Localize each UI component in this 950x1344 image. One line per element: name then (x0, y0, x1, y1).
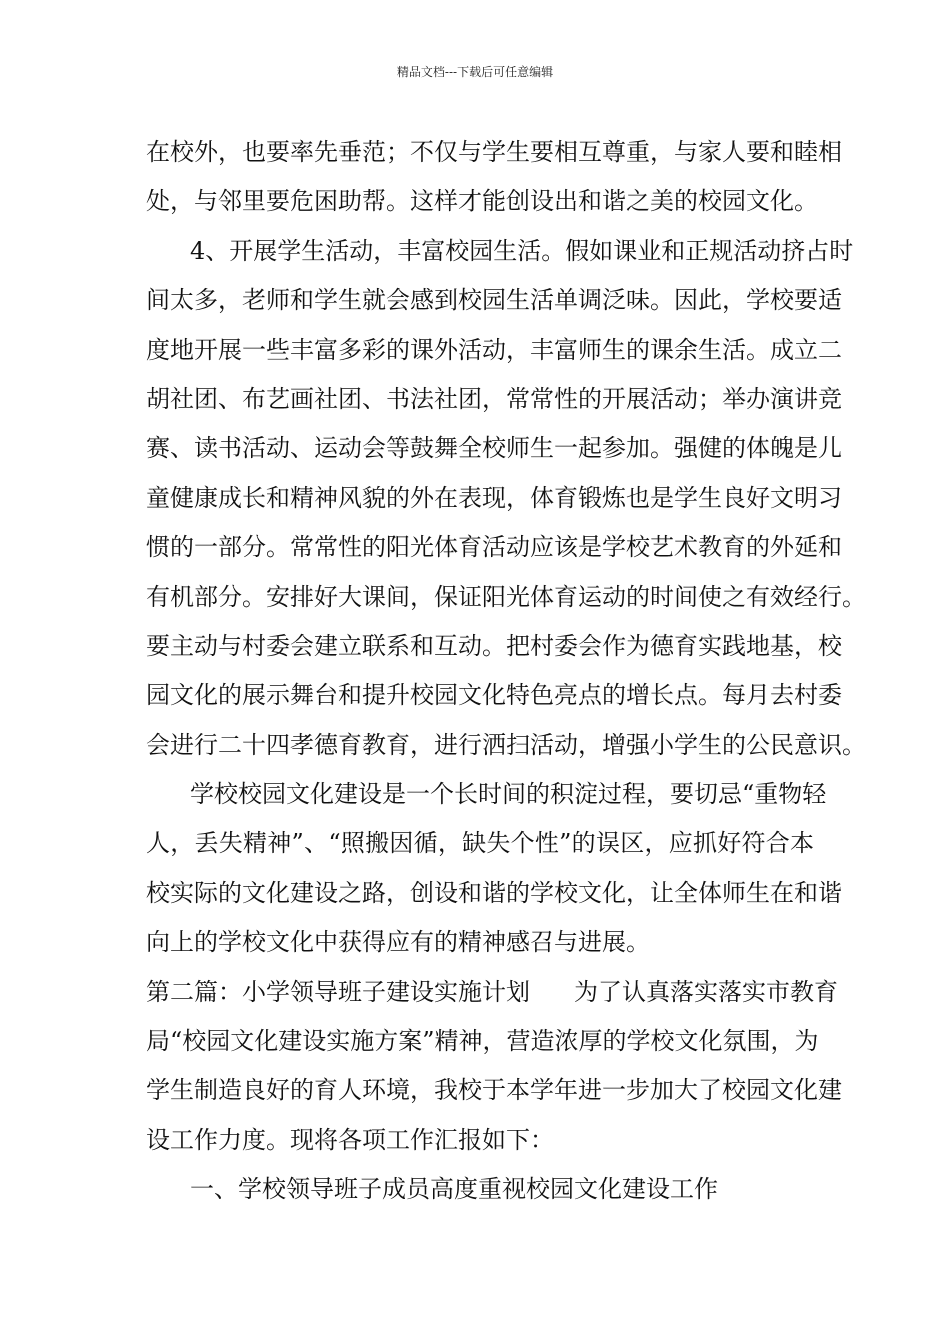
document-body (146, 128, 866, 1215)
section-intro-text: 为了认真落实落实市教育 (574, 977, 838, 1006)
text-line: 设工作力度。现将各项工作汇报如下： (146, 1125, 554, 1154)
text-line: 处，与邻里要危困助帮。这样才能创设出和谐之美的校园文化。 (146, 187, 818, 216)
section-heading-line (146, 968, 838, 1017)
text-line: 胡社团、布艺画社团、书法社团，常常性的开展活动；举办演讲竞 (146, 384, 842, 413)
text-line: 园文化的展示舞台和提升校园文化特色亮点的增长点。每月去村委 (146, 681, 842, 710)
text-line: 学生制造良好的育人环境，我校于本学年进一步加大了校园文化建 (146, 1076, 842, 1105)
text-line: 局“校园文化建设实施方案”精神，营造浓厚的学校文化氛围，为 (146, 1027, 819, 1056)
subheading-line: 一、学校领导班子成员高度重视校园文化建设工作 (190, 1175, 718, 1204)
paragraph-start-line: 学校校园文化建设是一个长时间的积淀过程，要切忌“重物轻 (190, 780, 827, 809)
text-line: 人，丢失精神”、“照搬因循，缺失个性”的误区，应抓好符合本 (146, 829, 814, 858)
text-line: 会进行二十四孝德育教育，进行洒扫活动，增强小学生的公民意识。 (146, 730, 866, 759)
text-line: 校实际的文化建设之路，创设和谐的学校文化，让全体师生在和谐 (146, 878, 842, 907)
text-line: 度地开展一些丰富多彩的课外活动，丰富师生的课余生活。成立二 (146, 335, 842, 364)
paragraph-start-line: 4、开展学生活动，丰富校园生活。假如课业和正规活动挤占时 (190, 236, 854, 265)
text-line: 有机部分。安排好大课间，保证阳光体育运动的时间使之有效经行。 (146, 582, 866, 611)
page-header: 精品文档---下载后可任意编辑 (396, 65, 554, 79)
text-line: 在校外，也要率先垂范；不仅与学生要相互尊重，与家人要和睦相 (146, 138, 842, 166)
text-line: 向上的学校文化中获得应有的精神感召与进展。 (146, 928, 650, 957)
text-line: 惯的一部分。常常性的阳光体育活动应该是学校艺术教育的外延和 (146, 533, 842, 562)
text-line: 赛、读书活动、运动会等鼓舞全校师生一起参加。强健的体魄是儿 (146, 434, 842, 463)
section-title: 第二篇：小学领导班子建设实施计划 (146, 977, 530, 1006)
text-line: 童健康成长和精神风貌的外在表现，体育锻炼也是学生良好文明习 (146, 483, 842, 512)
text-line: 间太多，老师和学生就会感到校园生活单调泛味。因此，学校要适 (146, 286, 842, 315)
text-line: 要主动与村委会建立联系和互动。把村委会作为德育实践地基，校 (146, 631, 842, 660)
